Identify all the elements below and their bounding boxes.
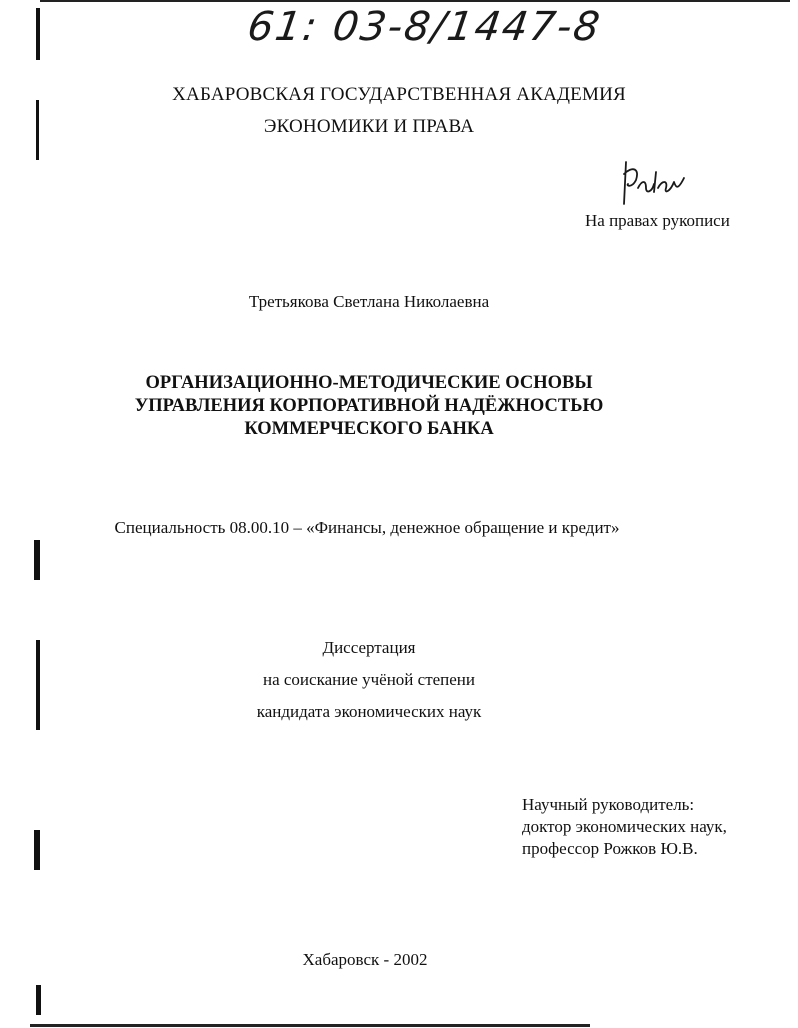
dissertation-title — [0, 372, 768, 441]
archive-code-handwritten: 61: 03-8/1447-8 — [244, 4, 605, 50]
dissertation-line-2: на соискание учёной степени — [262, 670, 476, 689]
specialty: Специальность 08.00.10 – «Финансы, денежное обращение и кредит» — [114, 518, 620, 537]
supervisor-degree: доктор экономических наук, — [522, 817, 727, 836]
signature — [618, 158, 688, 210]
dissertation-line-1: Диссертация — [322, 638, 416, 657]
author-name: Третьякова Светлана Николаевна — [248, 292, 490, 311]
supervisor-label: Научный руководитель: — [522, 795, 695, 814]
title-line-3: КОММЕРЧЕСКОГО БАНКА — [244, 419, 494, 439]
scan-bottom-rule — [30, 1024, 590, 1027]
scan-edge-mark-3 — [34, 540, 40, 580]
place-year: Хабаровск - 2002 — [302, 950, 428, 969]
institution-line-1: ХАБАРОВСКАЯ ГОСУДАРСТВЕННАЯ АКАДЕМИЯ — [172, 84, 626, 105]
supervisor-name: профессор Рожков Ю.В. — [522, 839, 698, 858]
institution-line-2: ЭКОНОМИКИ И ПРАВА — [263, 116, 475, 137]
scan-top-rule — [40, 0, 790, 2]
dissertation-line-3: кандидата экономических наук — [256, 702, 482, 721]
scan-edge-mark-1 — [36, 8, 40, 60]
scan-edge-mark-6 — [36, 985, 41, 1015]
manuscript-note: На правах рукописи — [585, 211, 730, 230]
title-line-2: УПРАВЛЕНИЯ КОРПОРАТИВНОЙ НАДЁЖНОСТЬЮ — [134, 396, 604, 416]
title-line-1: ОРГАНИЗАЦИОННО-МЕТОДИЧЕСКИЕ ОСНОВЫ — [145, 373, 593, 393]
scan-edge-mark-5 — [34, 830, 40, 870]
